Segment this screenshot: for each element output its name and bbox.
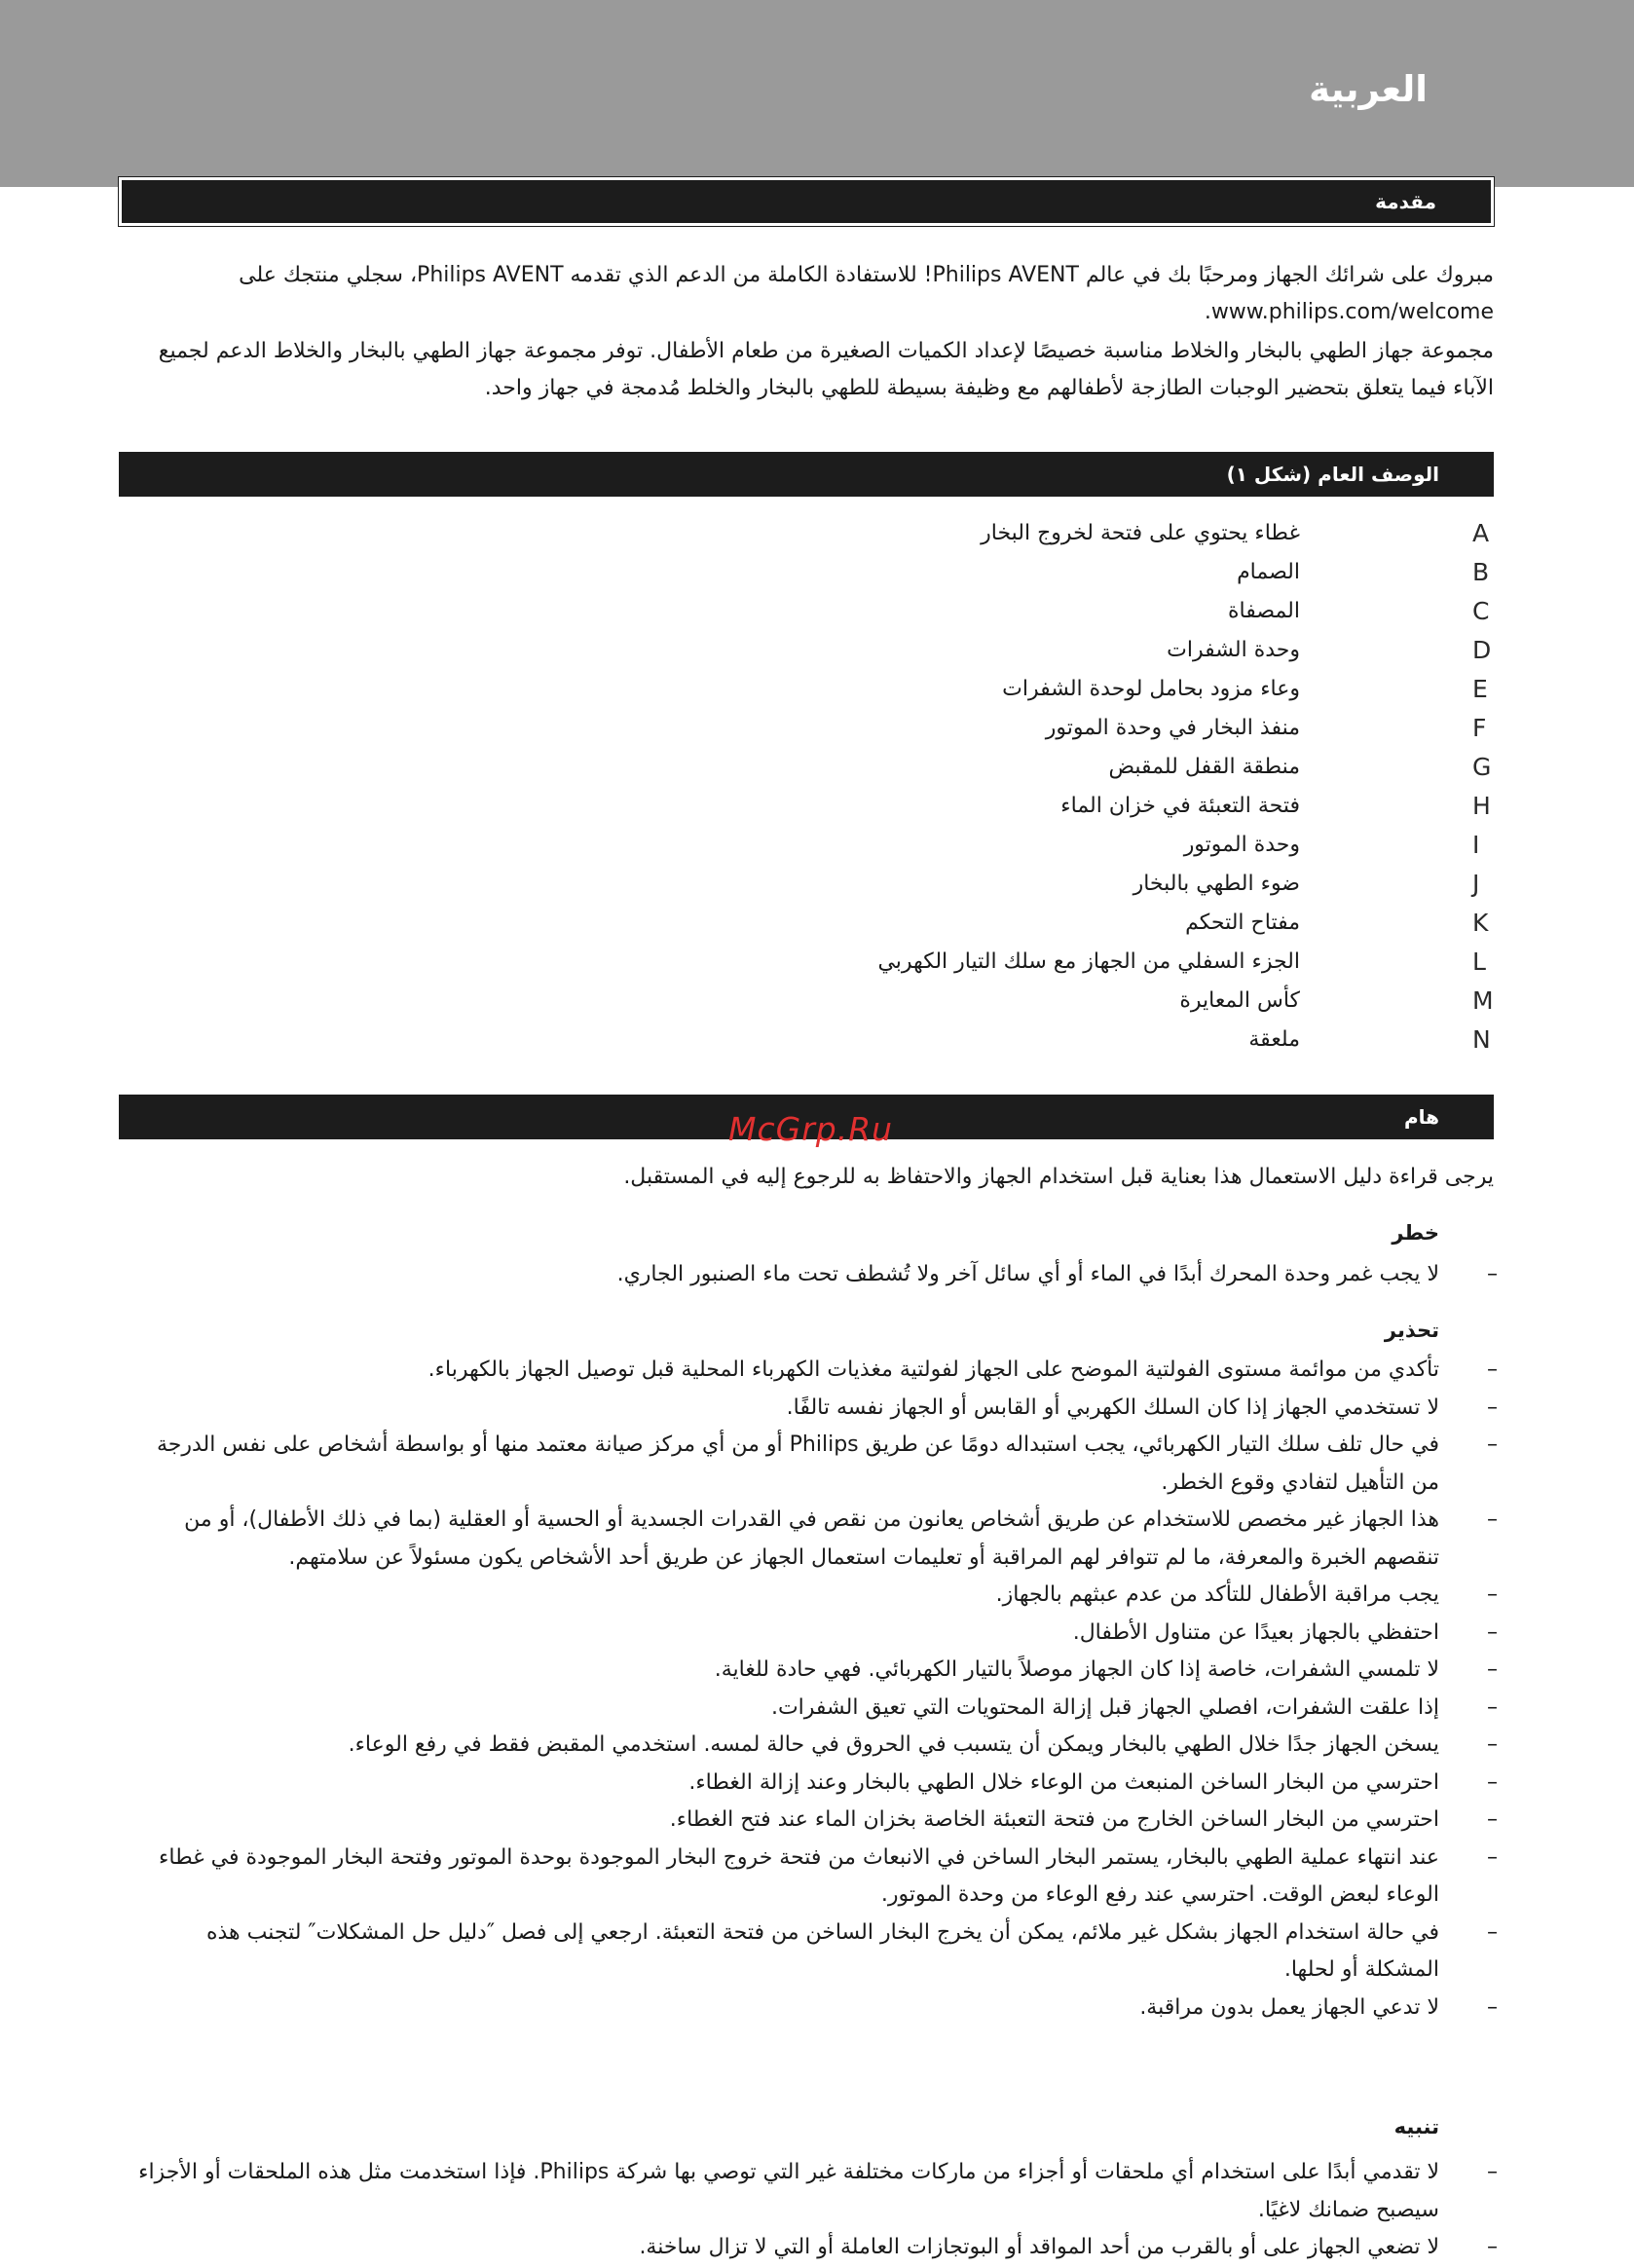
part-letter: M xyxy=(1472,986,1494,1015)
list-item: – تأكدي من موائمة مستوى الفولتية الموضح على الجهاز لفولتية مغذيات الكهرباء المحلية قبل توصيل الجهاز بالكهرباء. xyxy=(427,1357,1498,1382)
part-letter: F xyxy=(1472,714,1487,742)
caution-heading: تنبيه xyxy=(1393,2115,1439,2138)
list-item-text: يجب مراقبة الأطفال للتأكد من عدم عبثهم بالجهاز. xyxy=(995,1582,1439,1607)
list-item-text: عند انتهاء عملية الطهي بالبخار، يستمر البخار الساخن في الانبعاث من فتحة خروج البخار الموجودة بوحدة الموتور وفتحة البخار الموجودة في غطاء الوعاء لبعض الوقت. احترسي عند رفع الوعاء من وحدة الموتور. xyxy=(159,1844,1439,1907)
list-item-text: إذا علقت الشفرات، افصلي الجهاز قبل إزالة المحتويات التي تعيق الشفرات. xyxy=(770,1694,1439,1720)
part-item xyxy=(0,514,1495,553)
warning-list xyxy=(130,1352,1498,2026)
list-item: – احترسي من البخار الساخن الخارج من فتحة التعبئة الخاصة بخزان الماء عند فتح الغطاء. xyxy=(669,1807,1498,1832)
part-letter: N xyxy=(1472,1025,1491,1054)
warning-heading: تحذير xyxy=(1384,1319,1439,1342)
list-item-text: احترسي من البخار الساخن المنبعث من الوعاء خلال الطهي بالبخار وعند إزالة الغطاء. xyxy=(688,1769,1439,1795)
part-label: ضوء الطهي بالبخار xyxy=(1133,872,1300,896)
list-item-text: يسخن الجهاز جدًا خلال الطهي بالبخار ويمكن أن يتسبب في الحروق في حالة لمسه. استخدمي المقبض فقط في رفع الوعاء. xyxy=(348,1732,1439,1757)
watermark: McGrp.Ru xyxy=(728,1110,894,1148)
list-item-text: لا تستخدمي الجهاز إذا كان السلك الكهربي أو القابس أو الجهاز نفسه تالفًا. xyxy=(786,1394,1439,1420)
part-label: الجزء السفلي من الجهاز مع سلك التيار الكهربي xyxy=(877,949,1300,974)
part-item xyxy=(0,631,1495,670)
list-item: – هذا الجهاز غير مخصص للاستخدام عن طريق أشخاص يعانون من نقص في القدرات الجسدية أو الحسية أو العقلية (بما في ذلك الأطفال)، أو من تنقصهم الخبرة والمعرفة، ما لم تتوافر لهم المراقبة أو تعليمات استعمال الجهاز عن طريق أحد الأشخاص يكون مسئولاً عن سلامتهم. xyxy=(184,1507,1498,1570)
part-item xyxy=(0,553,1495,592)
list-item: – في حال تلف سلك التيار الكهربائي، يجب استبداله دومًا عن طريق Philips أو من أي مركز صيانة معتمد منها أو بواسطة أشخاص على نفس الدرجة من التأهيل لتفادي وقوع الخطر. xyxy=(156,1432,1498,1495)
list-item: – لا تقدمي أبدًا على استخدام أي ملحقات أو أجزاء من ماركات مختلفة غير التي توصي بها شركة Philips. فإذا استخدمت مثل هذه الملحقات أو الأجزاء سيصبح ضمانك لاغيًا. xyxy=(138,2160,1498,2222)
list-item: – عند انتهاء عملية الطهي بالبخار، يستمر البخار الساخن في الانبعاث من فتحة خروج البخار الموجودة بوحدة الموتور وفتحة البخار الموجودة في غطاء الوعاء لبعض الوقت. احترسي عند رفع الوعاء من وحدة الموتور. xyxy=(159,1844,1498,1907)
list-item-text: هذا الجهاز غير مخصص للاستخدام عن طريق أشخاص يعانون من نقص في القدرات الجسدية أو الحسية أو العقلية (بما في ذلك الأطفال)، أو من تنقصهم الخبرة والمعرفة، ما لم تتوافر لهم المراقبة أو تعليمات استعمال الجهاز عن طريق أحد الأشخاص يكون مسئولاً عن سلامتهم. xyxy=(184,1507,1439,1570)
part-item xyxy=(0,670,1495,709)
part-label: الصمام xyxy=(1237,560,1300,584)
list-item: – احتفظي بالجهاز بعيدًا عن متناول الأطفال. xyxy=(1072,1619,1498,1645)
list-item-text: احتفظي بالجهاز بعيدًا عن متناول الأطفال. xyxy=(1072,1619,1439,1645)
section-header-description: الوصف العام (شكل ١) xyxy=(119,452,1494,497)
danger-list xyxy=(130,1256,1498,1294)
list-item: – يسخن الجهاز جدًا خلال الطهي بالبخار ويمكن أن يتسبب في الحروق في حالة لمسه. استخدمي المقبض فقط في رفع الوعاء. xyxy=(348,1732,1498,1757)
list-item: – إذا علقت الشفرات، افصلي الجهاز قبل إزالة المحتويات التي تعيق الشفرات. xyxy=(770,1694,1498,1720)
part-letter: K xyxy=(1472,909,1489,937)
section-header-intro: مقدمة xyxy=(119,177,1494,226)
part-item xyxy=(0,865,1495,904)
part-item xyxy=(0,1021,1495,1060)
parts-list xyxy=(0,514,1495,1060)
part-label: وحدة الشفرات xyxy=(1167,638,1300,662)
part-item xyxy=(0,982,1495,1021)
part-label: غطاء يحتوي على فتحة لخروج البخار xyxy=(981,521,1300,545)
intro-paragraph-2: مجموعة جهاز الطهي بالبخار والخلاط مناسبة خصيصًا لإعداد الكميات الصغيرة من طعام الأطفال. توفر مجموعة جهاز الطهي بالبخار والخلاط الدعم لجميع الآباء فيما يتعلق بتحضير الوجبات الطازجة لأطفالهم مع وظيفة بسيطة للطهي بالبخار والخلط مُدمجة في جهاز واحد. xyxy=(158,339,1494,400)
list-item-text: تأكدي من موائمة مستوى الفولتية الموضح على الجهاز لفولتية مغذيات الكهرباء المحلية قبل توصيل الجهاز بالكهرباء. xyxy=(427,1357,1439,1382)
part-item xyxy=(0,709,1495,748)
list-item-text: لا تضعي الجهاز على أو بالقرب من أحد المواقد أو البوتجازات العاملة أو التي لا تزال ساخنة. xyxy=(639,2235,1439,2259)
part-item xyxy=(0,592,1495,631)
part-item xyxy=(0,826,1495,865)
section-header-important: هام xyxy=(119,1095,1494,1139)
list-item-text: لا تدعي الجهاز يعمل بدون مراقبة. xyxy=(1139,1994,1439,2020)
part-label: فتحة التعبئة في خزان الماء xyxy=(1060,794,1300,818)
list-item: – احترسي من البخار الساخن المنبعث من الوعاء خلال الطهي بالبخار وعند إزالة الغطاء. xyxy=(688,1769,1498,1795)
part-label: المصفاة xyxy=(1228,599,1300,623)
part-item xyxy=(0,943,1495,982)
list-item-text: لا تلمسي الشفرات، خاصة إذا كان الجهاز موصلاً بالتيار الكهربائي. فهي حادة للغاية. xyxy=(714,1657,1439,1682)
part-letter: G xyxy=(1472,753,1492,781)
list-item-text: لا تقدمي أبدًا على استخدام أي ملحقات أو أجزاء من ماركات مختلفة غير التي توصي بها شركة Philips. فإذا استخدمت مثل هذه الملحقات أو الأجزاء سيصبح ضمانك لاغيًا. xyxy=(138,2160,1439,2222)
danger-heading: خطر xyxy=(1392,1221,1439,1245)
part-letter: A xyxy=(1472,519,1490,547)
list-item-text: في حالة استخدام الجهاز بشكل غير ملائم، يمكن أن يخرج البخار الساخن من فتحة التعبئة. ارجعي إلى فصل ″دليل حل المشكلات″ لتجنب هذه المشكلة أو لحلها. xyxy=(205,1919,1439,1982)
list-item-text: احترسي من البخار الساخن الخارج من فتحة التعبئة الخاصة بخزان الماء عند فتح الغطاء. xyxy=(669,1807,1439,1832)
list-item-text: لا يجب غمر وحدة المحرك أبدًا في الماء أو أي سائل آخر ولا تُشطف تحت ماء الصنبور الجاري. xyxy=(616,1262,1439,1286)
part-item xyxy=(0,748,1495,787)
list-item-text: في حال تلف سلك التيار الكهربائي، يجب استبداله دومًا عن طريق Philips أو من أي مركز صيانة معتمد منها أو بواسطة أشخاص على نفس الدرجة من التأهيل لتفادي وقوع الخطر. xyxy=(156,1432,1439,1495)
part-letter: B xyxy=(1472,558,1490,586)
list-item: – في حالة استخدام الجهاز بشكل غير ملائم، يمكن أن يخرج البخار الساخن من فتحة التعبئة. ارجعي إلى فصل ″دليل حل المشكلات″ لتجنب هذه المشكلة أو لحلها. xyxy=(205,1919,1498,1982)
part-letter: I xyxy=(1472,831,1480,859)
part-label: وحدة الموتور xyxy=(1183,833,1300,857)
part-item xyxy=(0,904,1495,943)
list-item: – لا يجب غمر وحدة المحرك أبدًا في الماء أو أي سائل آخر ولا تُشطف تحت ماء الصنبور الجاري. xyxy=(616,1262,1498,1286)
part-label: منطقة القفل للمقبض xyxy=(1108,755,1300,779)
part-letter: D xyxy=(1472,636,1492,664)
list-item: – لا تدعي الجهاز يعمل بدون مراقبة. xyxy=(1139,1994,1498,2020)
list-item: – لا تلمسي الشفرات، خاصة إذا كان الجهاز موصلاً بالتيار الكهربائي. فهي حادة للغاية. xyxy=(714,1657,1498,1682)
list-item: – يجب مراقبة الأطفال للتأكد من عدم عبثهم بالجهاز. xyxy=(995,1582,1498,1607)
caution-list xyxy=(130,2154,1498,2267)
part-item xyxy=(0,787,1495,826)
part-label: وعاء مزود بحامل لوحدة الشفرات xyxy=(1002,677,1300,701)
part-letter: H xyxy=(1472,792,1491,820)
header-band xyxy=(0,0,1634,187)
part-label: كأس المعايرة xyxy=(1179,988,1300,1013)
important-intro: يرجى قراءة دليل الاستعمال هذا بعناية قبل استخدام الجهاز والاحتفاظ به للرجوع إليه في المستقبل. xyxy=(623,1165,1494,1189)
intro-paragraph-1: مبروك على شرائك الجهاز ومرحبًا بك في عالم Philips AVENT! للاستفادة الكاملة من الدعم الذي تقدمه Philips AVENT، سجلي منتجك على www.philips.com/welcome. xyxy=(239,263,1494,324)
list-item: – لا تضعي الجهاز على أو بالقرب من أحد المواقد أو البوتجازات العاملة أو التي لا تزال ساخنة. xyxy=(639,2235,1498,2259)
part-letter: J xyxy=(1472,870,1480,898)
language-title: العربية xyxy=(1309,68,1428,110)
part-label: منفذ البخار في وحدة الموتور xyxy=(1045,716,1300,740)
part-letter: E xyxy=(1472,675,1488,703)
part-label: مفتاح التحكم xyxy=(1185,911,1300,935)
list-item: – لا تستخدمي الجهاز إذا كان السلك الكهربي أو القابس أو الجهاز نفسه تالفًا. xyxy=(786,1394,1498,1420)
part-letter: C xyxy=(1472,597,1490,625)
part-letter: L xyxy=(1472,948,1486,976)
part-label: ملعقة xyxy=(1248,1027,1300,1052)
